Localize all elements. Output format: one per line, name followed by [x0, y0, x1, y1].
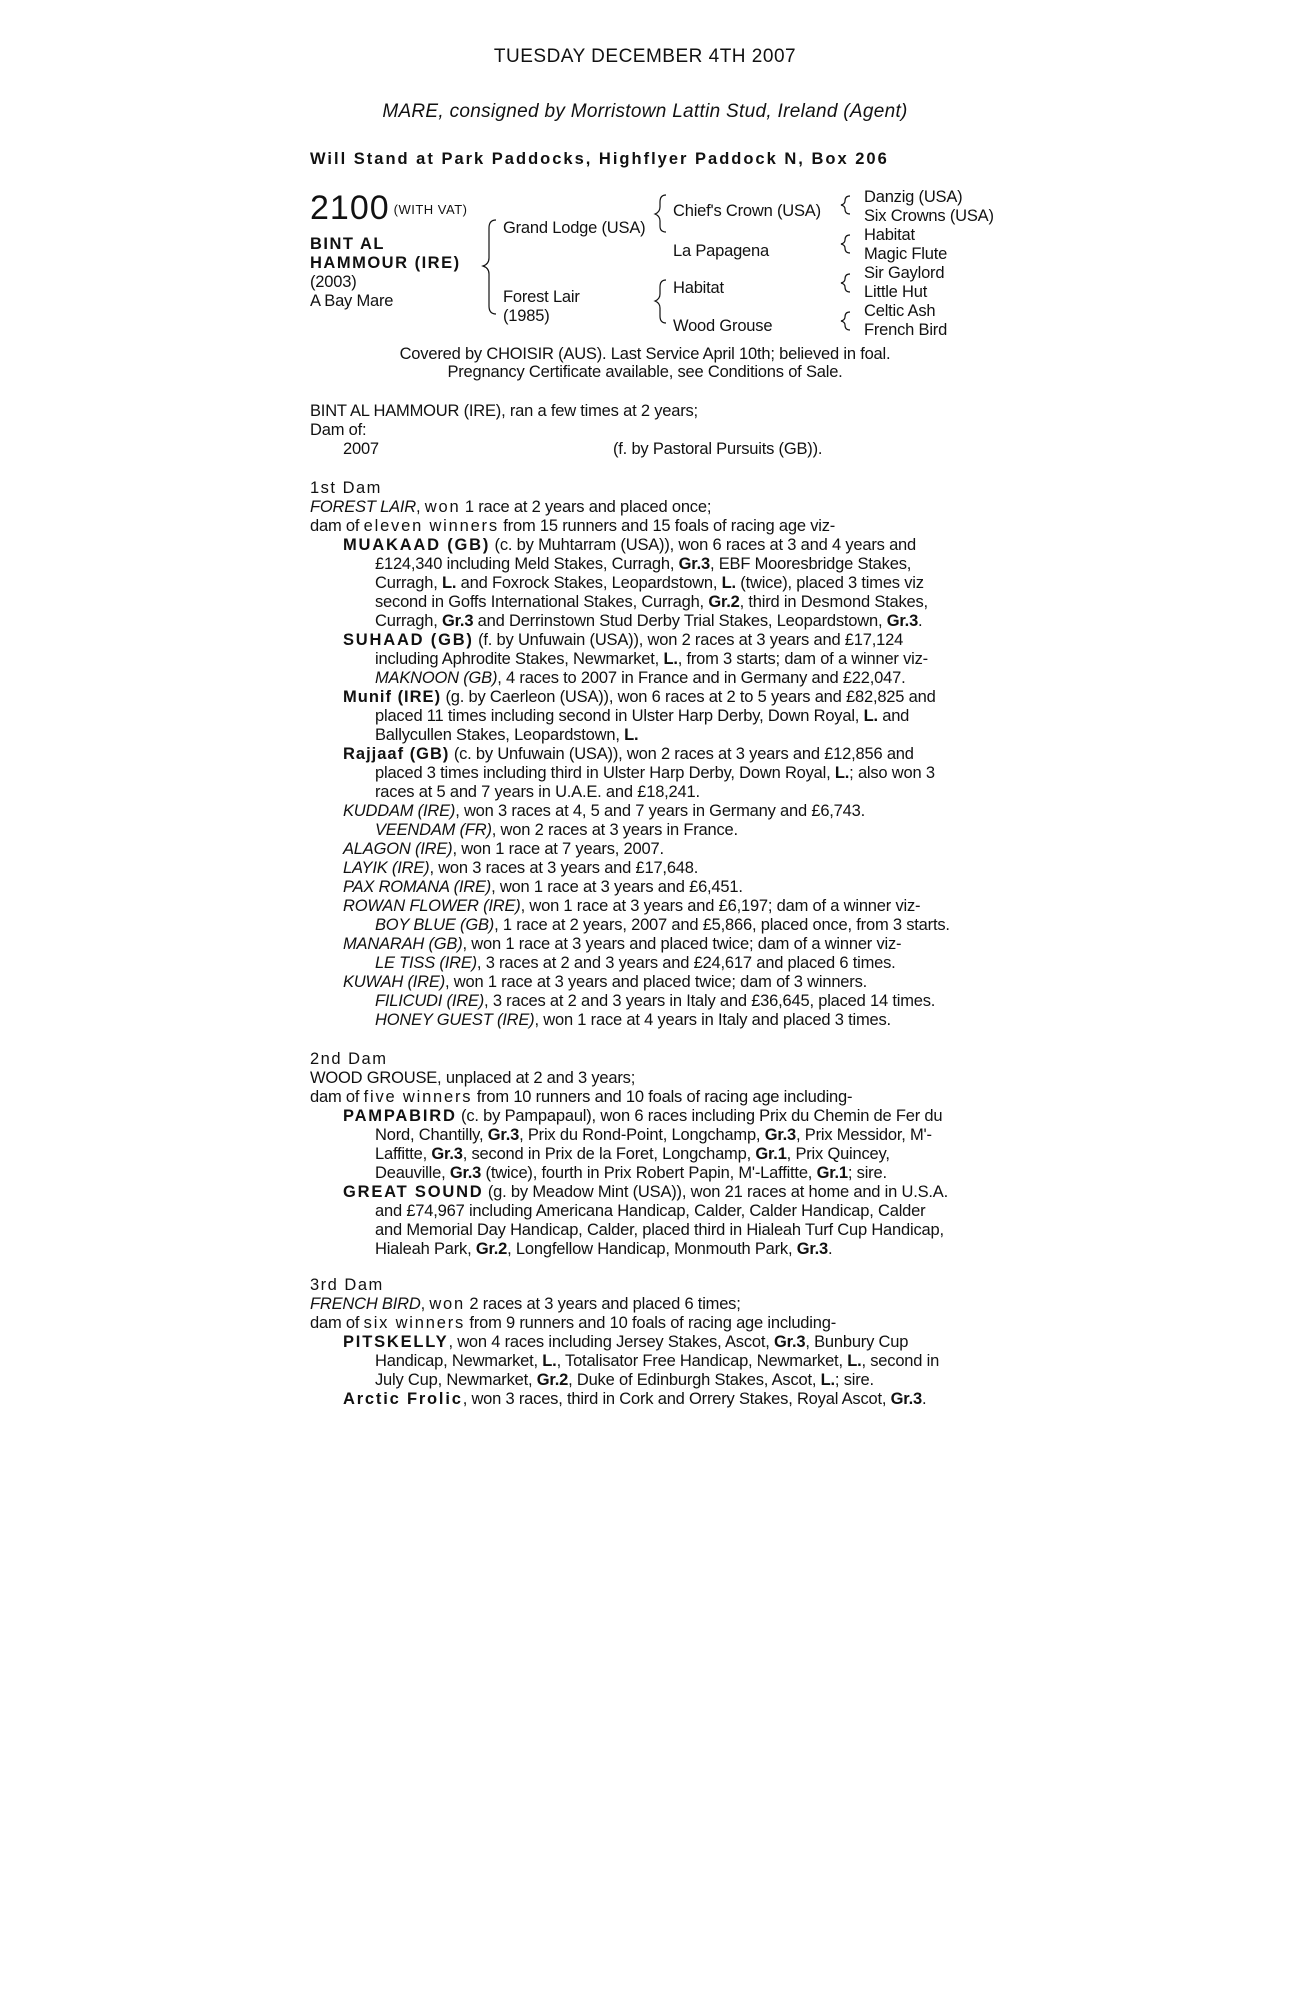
winners-count: eleven winners	[363, 517, 499, 535]
progeny-name: LE TISS (IRE)	[375, 954, 477, 972]
progeny-line: and £74,967 including Americana Handicap, Calder, Calder Handicap, Calder	[375, 1202, 926, 1220]
second-dam-dam-of	[310, 1088, 1010, 1107]
brace-g12	[841, 196, 850, 214]
progeny-text: placed 11 times including second in Ulster Harp Derby, Down Royal,	[375, 707, 864, 725]
horse-year: (2003)	[310, 273, 357, 291]
first-dam-heading: 1st Dam	[310, 479, 382, 497]
consignment-line: MARE, consigned by Morristown Lattin Stud, Ireland (Agent)	[382, 101, 908, 122]
horse-description: A Bay Mare	[310, 292, 394, 310]
progeny-text: , Duke of Edinburgh Stakes, Ascot,	[568, 1371, 821, 1389]
progeny-text: (c. by Muhtarram (USA)), won 6 races at 3 and 4 years and	[490, 536, 916, 554]
progeny-text: Nord, Chantilly,	[375, 1126, 488, 1144]
progeny-name: VEENDAM (FR)	[375, 821, 492, 839]
progeny-text: , Prix Quincey,	[786, 1145, 890, 1163]
progeny-filicudi	[310, 992, 1010, 1011]
winners-count: five winners	[363, 1088, 473, 1106]
sale-date: TUESDAY DECEMBER 4TH 2007	[493, 46, 797, 67]
progeny-name: BOY BLUE (GB)	[375, 916, 495, 934]
listed-label: L.	[820, 1371, 835, 1389]
listed-label: L.	[441, 574, 457, 592]
progeny-text: , 1 race at 2 years, 2007 and £5,866, placed once, from 3 starts.	[494, 916, 950, 934]
covering-line1: Covered by CHOISIR (AUS). Last Service April 10th; believed in foal.	[399, 345, 891, 363]
progeny-text: Hialeah Park,	[375, 1240, 476, 1258]
progeny-veendam	[310, 821, 1010, 840]
listed-label: L.	[847, 1352, 862, 1370]
progeny-name: SUHAAD (GB)	[343, 631, 474, 649]
progeny-name: FILICUDI (IRE)	[375, 992, 485, 1010]
grade-label: Gr.3	[890, 1390, 922, 1408]
listed-label: L.	[834, 764, 850, 782]
progeny-text: (g. by Meadow Mint (USA)), won 21 races at home and in U.S.A.	[483, 1183, 948, 1201]
grade-label: Gr.3	[487, 1126, 520, 1144]
progeny-line	[310, 593, 1010, 612]
dam-of-rest: from 9 runners and 10 foals of racing age including-	[465, 1314, 837, 1332]
progeny-pitskelly	[310, 1333, 1010, 1352]
listed-label: L.	[542, 1352, 557, 1370]
grade-label: Gr.2	[536, 1371, 569, 1389]
brace-main	[483, 220, 496, 314]
first-dam-section	[310, 479, 1010, 1030]
grade-label: Gr.3	[678, 555, 710, 573]
produce-record	[310, 402, 1010, 459]
pedigree-g1: Danzig (USA)	[864, 188, 963, 206]
progeny-text: ; sire.	[847, 1164, 887, 1182]
pedigree-g7: Celtic Ash	[864, 302, 936, 320]
progeny-text: Ballycullen Stakes, Leopardstown,	[375, 726, 625, 744]
progeny-text: (c. by Pampapaul), won 6 races including Prix du Chemin de Fer du	[456, 1107, 943, 1125]
listed-label: L.	[624, 726, 639, 744]
grade-label: Gr.2	[708, 593, 740, 611]
progeny-text: , 4 races to 2007 in France and in Germany and £22,047.	[497, 669, 906, 687]
progeny-name: Arctic Frolic	[343, 1390, 463, 1408]
progeny-text: July Cup, Newmarket,	[375, 1371, 537, 1389]
progeny-line	[310, 1240, 1010, 1259]
dam-name: FRENCH BIRD	[310, 1295, 421, 1313]
pedigree-g5: Sir Gaylord	[864, 264, 945, 282]
progeny-name: Rajjaaf (GB)	[343, 745, 450, 763]
progeny-name: PAX ROMANA (IRE)	[343, 878, 492, 896]
progeny-name: PAMPABIRD	[343, 1107, 457, 1125]
progeny-line	[310, 726, 1010, 745]
produce-dam-of: Dam of:	[310, 421, 367, 439]
progeny-line	[310, 1126, 1010, 1145]
lot-number-value: 2100	[310, 189, 390, 227]
progeny-text: (twice), placed 3 times viz	[735, 574, 924, 592]
progeny-name: HONEY GUEST (IRE)	[375, 1011, 535, 1029]
progeny-text: Handicap, Newmarket,	[375, 1352, 543, 1370]
produce-foal	[310, 440, 1010, 459]
grade-label: Gr.3	[796, 1240, 829, 1258]
progeny-le-tiss	[310, 954, 1010, 973]
progeny-text: Deauville,	[375, 1164, 450, 1182]
progeny-name: PITSKELLY	[343, 1333, 449, 1351]
progeny-text: Curragh,	[375, 612, 442, 630]
pedigree-dam-dam: Wood Grouse	[673, 317, 773, 335]
brace-g78	[841, 312, 850, 330]
progeny-text: , EBF Mooresbridge Stakes,	[709, 555, 912, 573]
progeny-text: , won 1 race at 3 years and £6,197; dam of a winner viz-	[520, 897, 921, 915]
progeny-text: , second in Prix de la Foret, Longchamp,	[462, 1145, 756, 1163]
progeny-line	[310, 707, 1010, 726]
listed-label: L.	[721, 574, 736, 592]
dam-summary-text: 2 races at 3 years and placed 6 times;	[465, 1295, 741, 1313]
progeny-text: including Aphrodite Stakes, Newmarket,	[375, 650, 664, 668]
progeny-line	[310, 612, 1010, 631]
dam-of-text: dam of	[310, 1314, 364, 1332]
third-dam-heading: 3rd Dam	[310, 1276, 384, 1294]
progeny-name: Munif (IRE)	[343, 688, 442, 706]
produce-summary: BINT AL HAMMOUR (IRE), ran a few times at 2 years;	[310, 402, 698, 420]
won-word: won	[424, 498, 461, 516]
progeny-text: , won 3 races at 4, 5 and 7 years in Germany and £6,743.	[455, 802, 865, 820]
progeny-text: , 3 races at 2 and 3 years in Italy and £36,645, placed 14 times.	[484, 992, 936, 1010]
progeny-text: , won 1 race at 3 years and £6,451.	[491, 878, 743, 896]
progeny-text: and Foxrock Stakes, Leopardstown,	[456, 574, 722, 592]
progeny-text: , Totalisator Free Handicap, Newmarket,	[556, 1352, 848, 1370]
stand-location: Will Stand at Park Paddocks, Highflyer Paddock N, Box 206	[310, 150, 889, 168]
pedigree-dam-year: (1985)	[503, 307, 550, 325]
progeny-suhaad	[310, 631, 1010, 650]
progeny-text: (g. by Caerleon (USA)), won 6 races at 2 to 5 years and £82,825 and	[441, 688, 936, 706]
progeny-text: , won 1 race at 4 years in Italy and placed 3 times.	[534, 1011, 891, 1029]
progeny-text: and	[877, 707, 910, 725]
progeny-text: ; sire.	[834, 1371, 874, 1389]
progeny-line	[310, 1164, 1010, 1183]
progeny-text: , from 3 starts; dam of a winner viz-	[677, 650, 928, 668]
progeny-text: , Longfellow Handicap, Monmouth Park,	[507, 1240, 797, 1258]
grade-label: Gr.3	[764, 1126, 797, 1144]
brace-g34	[841, 235, 850, 253]
progeny-arctic-frolic	[310, 1390, 1010, 1409]
progeny-boy-blue	[310, 916, 1010, 935]
winners-count: six winners	[363, 1314, 466, 1332]
pedigree-sire-dam: La Papagena	[673, 242, 769, 260]
won-word: won	[429, 1295, 466, 1313]
pedigree-dam-sire: Habitat	[673, 279, 724, 297]
dam-name: FOREST LAIR	[310, 498, 416, 516]
pedigree-sire-sire: Chief's Crown (USA)	[673, 202, 821, 220]
catalogue-page	[310, 0, 1010, 2000]
progeny-text: , 3 races at 2 and 3 years and £24,617 and placed 6 times.	[476, 954, 896, 972]
progeny-munif	[310, 688, 1010, 707]
progeny-text: (twice), fourth in Prix Robert Papin, M'-Laffitte,	[481, 1164, 817, 1182]
pedigree-table	[310, 190, 1030, 350]
progeny-name: KUDDAM (IRE)	[343, 802, 456, 820]
progeny-text: , second in	[861, 1352, 940, 1370]
grade-label: Gr.1	[816, 1164, 848, 1182]
progeny-text: .	[921, 1390, 927, 1408]
brace-sire	[655, 195, 666, 232]
progeny-text: ; also won 3	[849, 764, 935, 782]
progeny-manarah	[310, 935, 1010, 954]
first-dam-summary: FOREST LAIR, won 1 race at 2 years and placed once;	[310, 498, 712, 516]
covering-line2: Pregnancy Certificate available, see Conditions of Sale.	[447, 363, 843, 381]
pedigree-g2: Six Crowns (USA)	[864, 207, 994, 225]
second-dam-summary: WOOD GROUSE, unplaced at 2 and 3 years;	[310, 1069, 636, 1087]
progeny-maknoon	[310, 669, 1010, 688]
progeny-name: KUWAH (IRE)	[343, 973, 445, 991]
second-dam-section	[310, 1050, 1010, 1259]
vat-note: (WITH VAT)	[393, 202, 468, 218]
progeny-text: Curragh,	[375, 574, 442, 592]
progeny-rajjaaf	[310, 745, 1010, 764]
listed-label: L.	[863, 707, 878, 725]
progeny-line	[310, 764, 1010, 783]
progeny-text: , won 2 races at 3 years in France.	[491, 821, 738, 839]
progeny-text: , Prix du Rond-Point, Longchamp,	[519, 1126, 765, 1144]
progeny-line: races at 5 and 7 years in U.A.E. and £18,241.	[375, 783, 700, 801]
progeny-kuwah	[310, 973, 1010, 992]
progeny-text: .	[828, 1240, 833, 1258]
progeny-line: and Memorial Day Handicap, Calder, placed third in Hialeah Turf Cup Handicap,	[375, 1221, 944, 1239]
second-dam-heading: 2nd Dam	[310, 1050, 388, 1068]
pedigree-dam-name: Forest Lair	[503, 288, 580, 306]
progeny-line	[310, 1352, 1010, 1371]
foal-year: 2007	[343, 440, 379, 458]
first-dam-dam-of	[310, 517, 1010, 536]
grade-label: Gr.3	[441, 612, 474, 630]
grade-label: Gr.3	[886, 612, 919, 630]
progeny-text: placed 3 times including third in Ulster Harp Derby, Down Royal,	[375, 764, 835, 782]
grade-label: Gr.3	[774, 1333, 806, 1351]
progeny-text: , won 3 races, third in Cork and Orrery Stakes, Royal Ascot,	[462, 1390, 891, 1408]
grade-label: Gr.3	[431, 1145, 463, 1163]
third-dam-dam-of	[310, 1314, 1010, 1333]
progeny-text: (f. by Unfuwain (USA)), won 2 races at 3 years and £17,124	[473, 631, 904, 649]
progeny-text: £124,340 including Meld Stakes, Curragh,	[375, 555, 679, 573]
progeny-great-sound	[310, 1183, 1010, 1202]
progeny-name: ALAGON (IRE)	[343, 840, 453, 858]
progeny-name: LAYIK (IRE)	[343, 859, 430, 877]
brace-dam	[655, 280, 666, 323]
progeny-honey-guest	[310, 1011, 1010, 1030]
progeny-kuddam	[310, 802, 1010, 821]
pedigree-g6: Little Hut	[864, 283, 928, 301]
pedigree-g8: French Bird	[864, 321, 948, 339]
progeny-name: ROWAN FLOWER (IRE)	[343, 897, 521, 915]
progeny-pax-romana	[310, 878, 1010, 897]
dam-of-text: dam of	[310, 1088, 364, 1106]
progeny-text: , won 1 race at 7 years, 2007.	[452, 840, 664, 858]
dam-of-text: dam of	[310, 517, 364, 535]
dam-of-rest: from 15 runners and 15 foals of racing age viz-	[498, 517, 836, 535]
dam-of-rest: from 10 runners and 10 foals of racing age including-	[472, 1088, 853, 1106]
foal-description: (f. by Pastoral Pursuits (GB)).	[613, 440, 823, 458]
progeny-name: GREAT SOUND	[343, 1183, 484, 1201]
progeny-text: , won 1 race at 3 years and placed twice; dam of a winner viz-	[462, 935, 902, 953]
progeny-line	[310, 1145, 1010, 1164]
progeny-name: MAKNOON (GB)	[375, 669, 498, 687]
brace-g56	[841, 274, 850, 292]
progeny-line	[310, 1371, 1010, 1390]
pedigree-sire: Grand Lodge (USA)	[503, 219, 646, 237]
grade-label: Gr.3	[449, 1164, 482, 1182]
progeny-line	[310, 650, 1010, 669]
progeny-text: , won 4 races including Jersey Stakes, Ascot,	[448, 1333, 774, 1351]
progeny-text: , won 3 races at 3 years and £17,648.	[429, 859, 699, 877]
progeny-alagon	[310, 840, 1010, 859]
progeny-text: and Derrinstown Stud Derby Trial Stakes, Leopardstown,	[473, 612, 887, 630]
pedigree-g4: Magic Flute	[864, 245, 948, 263]
progeny-name: MUAKAAD (GB)	[343, 536, 491, 554]
progeny-line	[310, 555, 1010, 574]
progeny-text: Laffitte,	[375, 1145, 432, 1163]
dam-summary-text: 1 race at 2 years and placed once;	[460, 498, 712, 516]
progeny-text: .	[918, 612, 923, 630]
progeny-text: , Prix Messidor, M'-	[796, 1126, 932, 1144]
horse-name-line2: HAMMOUR (IRE)	[310, 254, 461, 272]
progeny-name: MANARAH (GB)	[343, 935, 463, 953]
pedigree-g3: Habitat	[864, 226, 915, 244]
progeny-line	[310, 574, 1010, 593]
grade-label: Gr.2	[475, 1240, 508, 1258]
covering-note	[310, 345, 980, 381]
progeny-text: , Bunbury Cup	[805, 1333, 909, 1351]
progeny-pampabird	[310, 1107, 1010, 1126]
third-dam-summary: FRENCH BIRD, won 2 races at 3 years and placed 6 times;	[310, 1295, 741, 1313]
progeny-rowan-flower	[310, 897, 1010, 916]
progeny-text: second in Goffs International Stakes, Curragh,	[375, 593, 709, 611]
progeny-text: , third in Desmond Stakes,	[739, 593, 928, 611]
third-dam-section	[310, 1276, 1010, 1409]
horse-name-line1: BINT AL	[310, 235, 385, 253]
listed-label: L.	[663, 650, 678, 668]
progeny-text: (c. by Unfuwain (USA)), won 2 races at 3 years and £12,856 and	[449, 745, 914, 763]
progeny-muakaad	[310, 536, 1010, 555]
grade-label: Gr.1	[755, 1145, 787, 1163]
progeny-text: , won 1 race at 3 years and placed twice; dam of 3 winners.	[445, 973, 868, 991]
progeny-layik	[310, 859, 1010, 878]
